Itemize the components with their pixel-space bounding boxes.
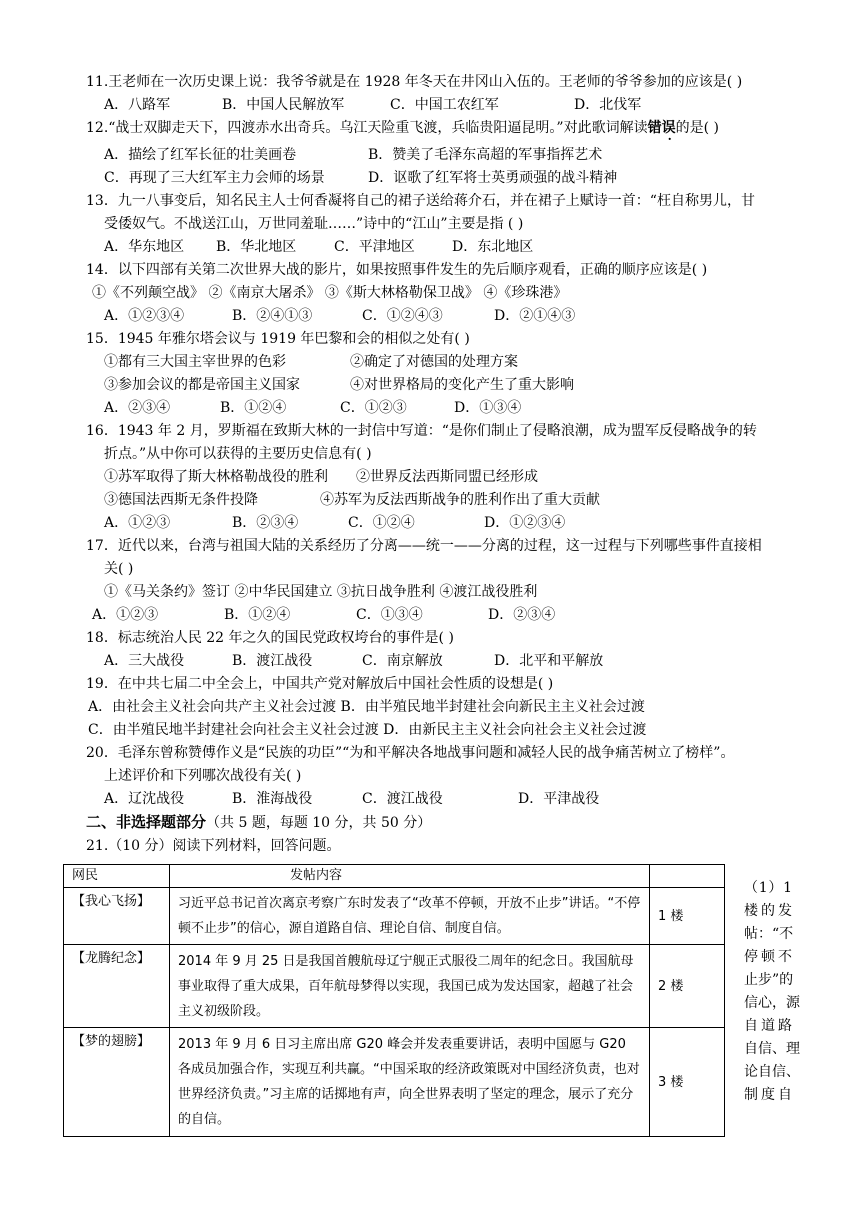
q19-options-cd: C．由半殖民地半封建社会向社会主义社会过渡 D．由新民主主义社会向社会主义社会过渡 <box>88 722 647 738</box>
q20-option-b: B．淮海战役 <box>232 791 313 807</box>
q16-text-1: 16．1943 年 2 月，罗斯福在致斯大林的一封信中写道：“是你们制止了侵略浪潮，成为盟军反侵略战争的转 <box>86 423 757 439</box>
q13-text-2: 受倭奴气。不战送江山，万世同羞耻……”诗中的“江山”主要是指 ( ) <box>104 216 524 232</box>
q21-material-table <box>63 864 725 1137</box>
q14-films: ①《不列颠空战》 ②《南京大屠杀》 ③《斯大林格勒保卫战》 ④《珍珠港》 <box>92 285 568 301</box>
table-row <box>64 945 725 1028</box>
q21-stem: 21.（10 分）阅读下列材料，回答问题。 <box>86 838 341 854</box>
header-floor <box>650 865 725 888</box>
q18-option-b: B．渡江战役 <box>232 653 313 669</box>
q16-text-2: 折点。”从中你可以获得的主要历史信息有( ) <box>104 446 372 462</box>
q13-option-d: D．东北地区 <box>452 239 534 255</box>
q19-options-ab: A．由社会主义社会向共产主义社会过渡 B．由半殖民地半封建社会向新民主主义社会过渡 <box>88 699 645 715</box>
side-line: 制度自 <box>744 1087 792 1103</box>
side-line: 信心，源 <box>744 995 800 1011</box>
q15-option-c: C．①②③ <box>340 400 407 416</box>
q17-statements: ①《马关条约》签订 ②中华民国建立 ③抗日战争胜利 ④渡江战役胜利 <box>104 584 538 600</box>
q15-option-b: B．①②④ <box>220 400 287 416</box>
q16-option-c: C．①②④ <box>348 515 415 531</box>
row2-user: 【龙腾纪念】 <box>64 945 170 1028</box>
q18-stem: 18．标志统治人民 22 年之久的国民党政权垮台的事件是( ) <box>86 630 454 646</box>
side-line: 自信、理 <box>744 1041 800 1057</box>
q17-option-a: A．①②③ <box>92 607 159 623</box>
side-line: 自道路 <box>744 1018 792 1034</box>
q16-option-a: A．①②③ <box>104 515 171 531</box>
q12-stem-part2: 的是( ) <box>675 120 719 136</box>
q14-option-d: D．②①④③ <box>494 308 576 324</box>
table-row <box>64 1028 725 1137</box>
header-user: 网民 <box>64 865 170 888</box>
section2-title: 二、非选择题部分 <box>86 813 207 831</box>
q13-text-1: 13．九一八事变后，知名民主人士何香凝将自己的裙子送给蒋介石，并在裙子上赋诗一首：“枉自称男儿，甘 <box>86 193 755 209</box>
q19-stem: 19．在中共七届二中全会上，中国共产党对解放后中国社会性质的设想是( ) <box>86 676 554 692</box>
q16-statement-2: ②世界反法西斯同盟已经形成 <box>356 469 538 485</box>
q16-statement-3: ③德国法西斯无条件投降 <box>104 492 258 508</box>
q17-text-2: 关( ) <box>104 561 134 577</box>
side-line: 帖：“不 <box>744 926 794 942</box>
q12-option-b: B．赞美了毛泽东高超的军事指挥艺术 <box>368 147 603 163</box>
side-line: 止步”的 <box>744 972 794 988</box>
q12-option-c: C．再现了三大红军主力会师的场景 <box>104 170 325 186</box>
row1-floor: 1 楼 <box>650 888 725 945</box>
row1-content: 习近平总书记首次离京考察广东时发表了“改革不停顿，开放不止步”讲话。“不停顿不止步”的信心，源自道路自信、理论自信、制度自信。 <box>170 888 650 945</box>
q14-option-b: B．②④①③ <box>232 308 313 324</box>
section2-title-wrap <box>86 812 431 833</box>
q11-option-c: C．中国工农红军 <box>390 97 499 113</box>
q20-option-d: D．平津战役 <box>518 791 600 807</box>
q12-option-d: D．讴歌了红军将士英勇顽强的战斗精神 <box>368 170 618 186</box>
q15-option-d: D．①③④ <box>454 400 522 416</box>
q12-option-a: A．描绘了红军长征的壮美画卷 <box>104 147 297 163</box>
q11-option-b: B．中国人民解放军 <box>222 97 345 113</box>
q13-option-a: A．华东地区 <box>104 239 185 255</box>
q11-option-d: D．北伐军 <box>574 97 642 113</box>
q18-option-d: D．北平和平解放 <box>494 653 604 669</box>
q15-statement-1: ①都有三大国主宰世界的色彩 <box>104 354 286 370</box>
q20-text-2: 上述评价和下列哪次战役有关( ) <box>104 768 302 784</box>
side-line: （1）1 <box>744 880 792 896</box>
section2-note: （共 5 题，每题 10 分，共 50 分） <box>206 815 432 831</box>
q11-option-a: A．八路军 <box>104 97 171 113</box>
q12-emphasis-word: 错误 <box>647 120 676 136</box>
q20-text-1: 20．毛泽东曾称赞傅作义是“民族的功臣”“为和平解决各地战事问题和减轻人民的战争痛苦树立了榜样”。 <box>86 745 735 761</box>
q15-statement-2: ②确定了对德国的处理方案 <box>350 354 518 370</box>
side-line: 楼的发 <box>744 903 792 919</box>
q13-option-c: C．平津地区 <box>334 239 415 255</box>
row3-user: 【梦的翅膀】 <box>64 1028 170 1137</box>
q16-statement-1: ①苏军取得了斯大林格勒战役的胜利 <box>104 469 328 485</box>
q15-stem: 15．1945 年雅尔塔会议与 1919 年巴黎和会的相似之处有( ) <box>86 331 470 347</box>
q16-statement-4: ④苏军为反法西斯战争的胜利作出了重大贡献 <box>320 492 600 508</box>
q16-option-b: B．②③④ <box>232 515 299 531</box>
q15-statement-4: ④对世界格局的变化产生了重大影响 <box>350 377 574 393</box>
header-content: 发帖内容 <box>170 865 650 888</box>
q13-option-b: B．华北地区 <box>216 239 297 255</box>
q12-stem <box>86 118 719 138</box>
row1-user: 【我心飞扬】 <box>64 888 170 945</box>
q17-option-c: C．①③④ <box>356 607 423 623</box>
q15-option-a: A．②③④ <box>104 400 171 416</box>
q15-statement-3: ③参加会议的都是帝国主义国家 <box>104 377 300 393</box>
q18-option-c: C．南京解放 <box>362 653 443 669</box>
row2-content: 2014 年 9 月 25 日是我国首艘航母辽宁舰正式服役二周年的纪念日。我国航母事业取得了重大成果，百年航母梦得以实现，我国已成为发达国家，超越了社会主义初级阶段。 <box>170 945 650 1028</box>
table-header-row <box>64 865 725 888</box>
q17-option-d: D．②③④ <box>488 607 556 623</box>
q17-text-1: 17．近代以来，台湾与祖国大陆的关系经历了分离——统一——分离的过程，这一过程与下列哪些事件直接相 <box>86 538 762 554</box>
q14-option-c: C．①②④③ <box>362 308 443 324</box>
row2-floor: 2 楼 <box>650 945 725 1028</box>
q12-stem-part1: 12.“战士双脚走天下，四渡赤水出奇兵。乌江天险重飞渡，兵临贵阳逼昆明。”对此歌词解读 <box>86 120 648 136</box>
q20-option-c: C．渡江战役 <box>362 791 443 807</box>
table-row <box>64 888 725 945</box>
q17-option-b: B．①②④ <box>224 607 291 623</box>
side-line: 论自信、 <box>744 1064 800 1080</box>
row3-content: 2013 年 9 月 6 日习主席出席 G20 峰会并发表重要讲话，表明中国愿与 G20 各成员加强合作，实现互利共赢。“中国采取的经济政策既对中国经济负责，也对世界经济负责。”习主席的话掷地有声，向全世界表明了坚定的理念，展示了充分的自信。 <box>170 1028 650 1137</box>
q18-option-a: A．三大战役 <box>104 653 185 669</box>
q21-side-question <box>744 877 800 1107</box>
q14-stem: 14．以下四部有关第二次世界大战的影片，如果按照事件发生的先后顺序观看，正确的顺序应该是( ) <box>86 262 708 278</box>
row3-floor: 3 楼 <box>650 1028 725 1137</box>
q14-option-a: A．①②③④ <box>104 308 185 324</box>
side-line: 停顿不 <box>744 949 792 965</box>
q16-option-d: D．①②③④ <box>484 515 566 531</box>
q20-option-a: A．辽沈战役 <box>104 791 185 807</box>
q11-stem: 11.王老师在一次历史课上说：我爷爷就是在 1928 年冬天在井冈山入伍的。王老师的爷爷参加的应该是( ) <box>86 74 743 90</box>
